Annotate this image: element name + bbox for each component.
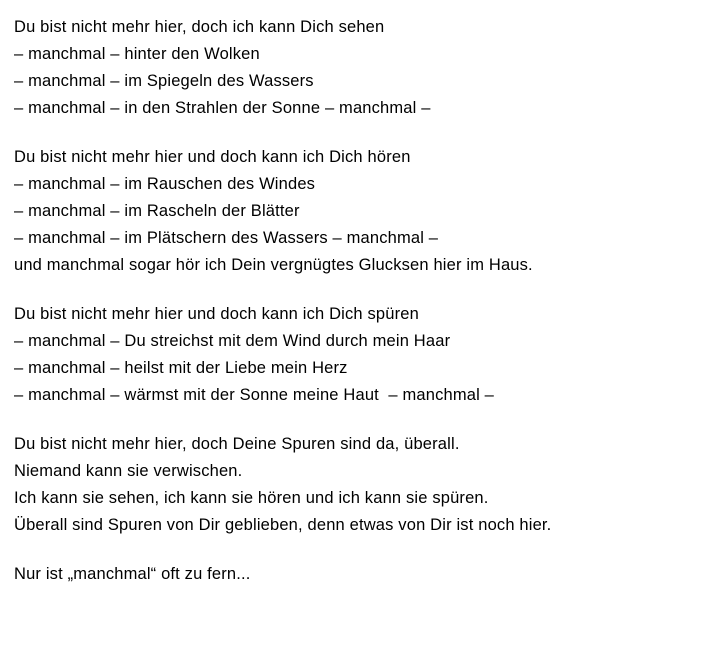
poem-line: – manchmal – wärmst mit der Sonne meine Haut – manchmal – [14,386,495,404]
poem-line: Nur ist „manchmal“ oft zu fern... [14,565,251,583]
stanza [14,301,724,409]
poem-line: – manchmal – im Spiegeln des Wassers [14,72,314,90]
stanza [14,144,724,279]
poem-line: – manchmal – hinter den Wolken [14,45,260,63]
poem-line: Du bist nicht mehr hier und doch kann ich Dich spüren [14,305,419,323]
poem-line: Überall sind Spuren von Dir geblieben, denn etwas von Dir ist noch hier. [14,516,552,534]
poem-line: und manchmal sogar hör ich Dein vergnügtes Glucksen hier im Haus. [14,256,533,274]
poem-line: – manchmal – im Plätschern des Wassers – manchmal – [14,229,439,247]
poem-line: – manchmal – im Rascheln der Blätter [14,202,300,220]
poem-line: – manchmal – im Rauschen des Windes [14,175,316,193]
poem-line: – manchmal – heilst mit der Liebe mein Herz [14,359,348,377]
poem-line: Niemand kann sie verwischen. [14,462,243,480]
poem-line: Du bist nicht mehr hier, doch Deine Spuren sind da, überall. [14,435,460,453]
stanza [14,431,724,539]
stanza [14,561,724,588]
poem-line: Du bist nicht mehr hier und doch kann ich Dich hören [14,148,411,166]
stanza [14,14,724,122]
poem-line: – manchmal – Du streichst mit dem Wind durch mein Haar [14,332,451,350]
poem-line: Ich kann sie sehen, ich kann sie hören und ich kann sie spüren. [14,489,489,507]
poem-line: – manchmal – in den Strahlen der Sonne – manchmal – [14,99,431,117]
poem-line: Du bist nicht mehr hier, doch ich kann Dich sehen [14,18,385,36]
